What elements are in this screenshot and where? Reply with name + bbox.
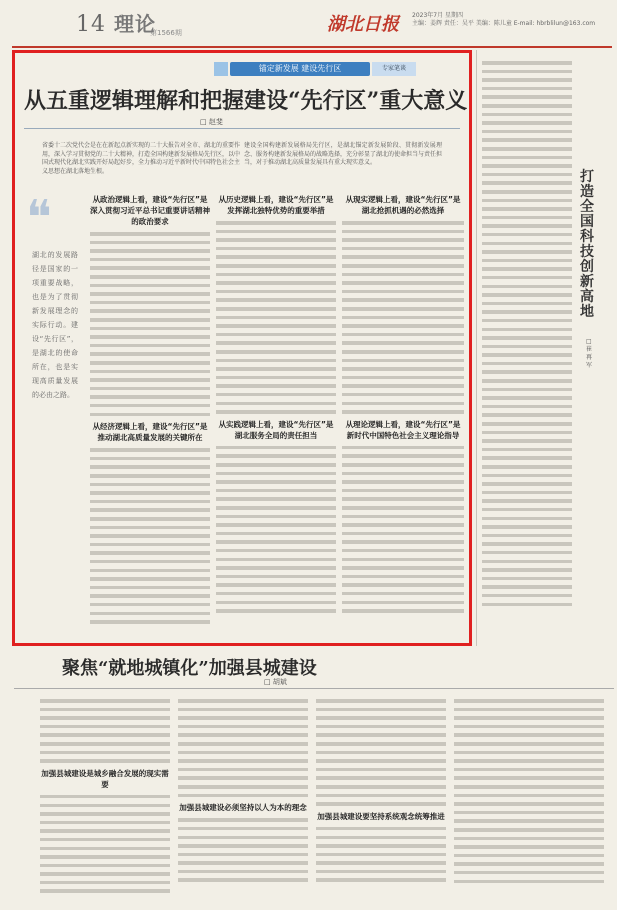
body-text (178, 818, 308, 882)
body-text (40, 699, 170, 763)
body-text (216, 446, 336, 613)
bottom-headline-rule (14, 688, 614, 689)
body-text (342, 446, 464, 613)
right-article-title: 打造全国科技创新高地 (580, 169, 594, 320)
issue-number: 第1566期 (150, 29, 182, 37)
lead-paragraph (42, 142, 442, 184)
quote-mark-icon: ❝ (26, 190, 52, 246)
column-divider (476, 50, 477, 646)
banner-decoration (214, 62, 228, 76)
bottom-column-1 (40, 694, 170, 898)
right-article-column-1 (482, 56, 572, 611)
lead-right: 建设全国构建新发展格局先行区，是湖北锚定新发展阶段、贯彻新发展理念、服务构建新发展格局的战略选择，充分彰显了湖北的使命担当与责任担当，对于推动湖北高质量发展具有重大现实意义。 (244, 142, 443, 167)
main-byline: □ 赵斐 (200, 118, 223, 126)
section-banner: 锚定新发展 建设先行区 专家笔谈 (230, 62, 370, 76)
bottom-column-2 (178, 694, 308, 887)
section-heading: 从经济逻辑上看，建设“先行区”是推动湖北高质量发展的关键所在 (92, 422, 208, 443)
headline-rule (24, 128, 460, 129)
body-text (342, 221, 464, 414)
section-heading: 加强县城建设是城乡融合发展的现实需要 (41, 768, 169, 789)
masthead (12, 6, 612, 48)
section-heading: 从实践逻辑上看，建设“先行区”是湖北服务全局的责任担当 (218, 419, 334, 440)
body-text (316, 699, 446, 806)
body-text (482, 61, 572, 606)
section-heading: 从现实逻辑上看，建设“先行区”是湖北抢抓机遇的必然选择 (345, 195, 461, 215)
section-heading: 从理论逻辑上看，建设“先行区”是新时代中国特色社会主义理论指导 (345, 419, 461, 440)
side-quote: 湖北的发展路径是国家的一项重要战略，也是为了贯彻新发展理念的实际行动。建设“先行区”，是湖北的使命所在，也是实现高质量发展的必由之路。 (32, 251, 78, 399)
right-article-byline: □ 崔再军 (586, 338, 593, 369)
section-heading: 从历史逻辑上看，建设“先行区”是发挥湖北独特优势的重要举措 (218, 195, 334, 215)
lead-left: 省委十二次党代会是在在新起点新实现的二十大报告对全市、湖北的重要作用，深入学习贯彻党的二十大精神，打造全国构建新发展格局先行区，以中国式现代化湖北实践开好局起好步，全力推动习近平新时代中国特色社会主义思想在湖北落地生根。 (42, 142, 241, 175)
bottom-headline: 聚焦“就地城镇化”加强县城建设 (62, 658, 317, 679)
main-headline: 从五重逻辑理解和把握建设“先行区”重大意义 (24, 88, 468, 114)
article-column-1 (90, 190, 210, 629)
body-text (454, 699, 604, 883)
body-text (40, 795, 170, 893)
body-text (316, 827, 446, 882)
article-column-3 (342, 190, 464, 618)
body-text (216, 221, 336, 414)
masthead-meta: 2023年7月 星期四 主编：姜辉 责任：吴平 美编：陈儿童 E-mail: hbrblilun@163.com (412, 12, 596, 27)
bottom-column-4 (454, 694, 604, 888)
section-heading: 加强县城建设必须坚持以人为本的理念 (179, 803, 307, 813)
section-heading: 加强县城建设要坚持系统观念统筹推进 (317, 811, 445, 821)
page-number: 14 理论 (76, 12, 156, 37)
body-text (90, 448, 210, 623)
bottom-byline: □ 胡斌 (264, 678, 287, 686)
newspaper-logo: 湖北日报 (327, 14, 399, 35)
body-text (178, 699, 308, 797)
bottom-column-3 (316, 694, 446, 887)
section-heading: 从政治逻辑上看，建设“先行区”是深入贯彻习近平总书记重要讲话精神的政治要求 (90, 195, 210, 226)
article-column-2 (216, 190, 336, 618)
banner-tag: 专家笔谈 (372, 62, 416, 76)
body-text (90, 232, 210, 416)
